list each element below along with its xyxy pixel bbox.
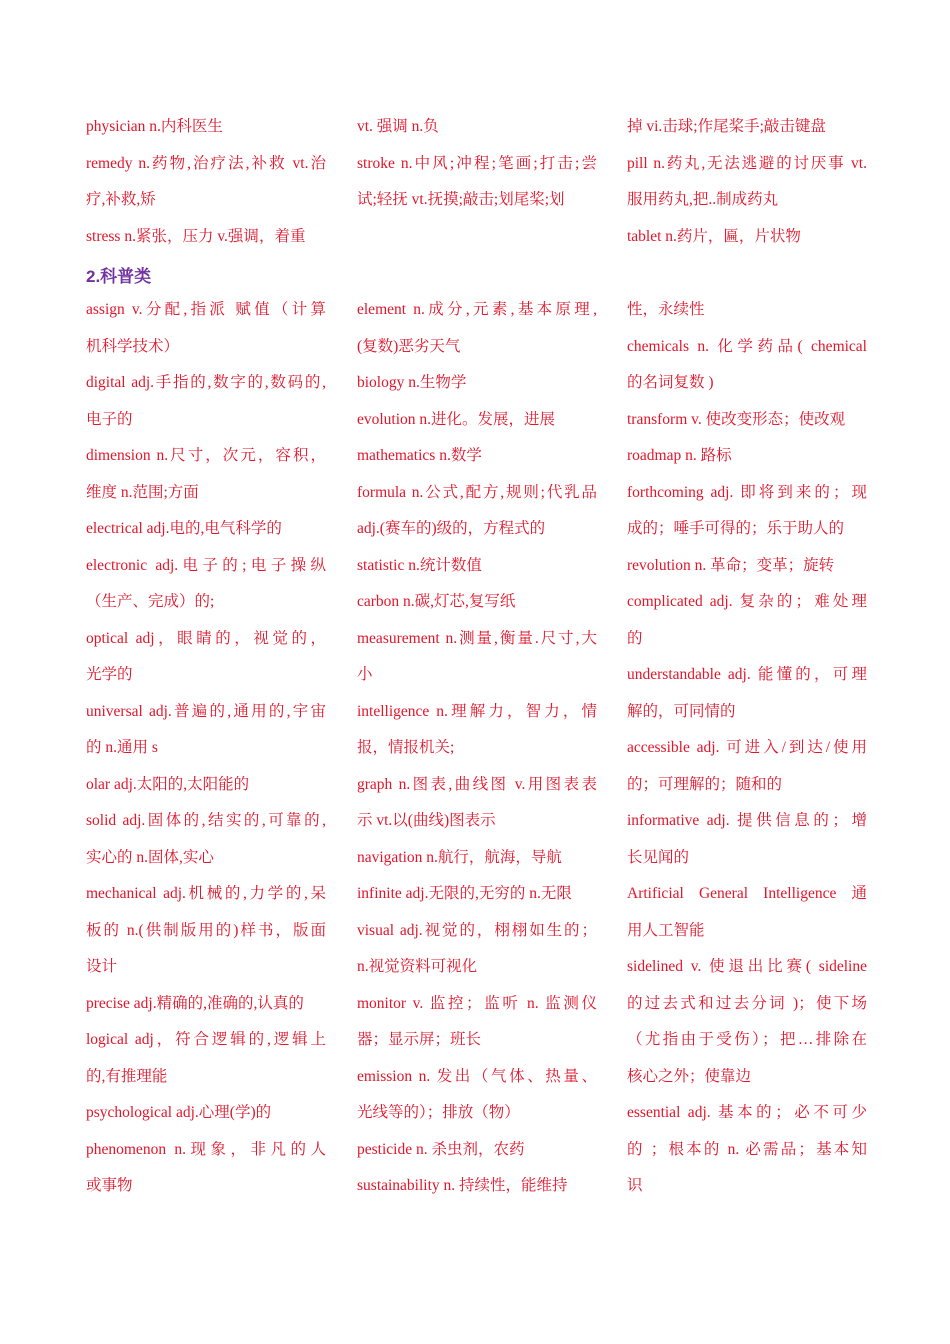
vocab-line: accessible adj. 可进入/到达/使用 — [627, 739, 867, 756]
vocab-line: assign v.分配,指派 赋值（计算 — [86, 301, 326, 318]
vocab-line: 板的 n.(供制版用的)样书，版面 — [86, 921, 326, 939]
vocab-line: biology n.生物学 — [357, 374, 467, 391]
vocab-line: universal adj.普遍的,通用的,宇宙 — [86, 702, 326, 720]
vocab-line: navigation n.航行，航海，导航 — [357, 848, 562, 866]
vocab-line: dimension n.尺寸，次元，容积， — [86, 447, 326, 464]
vocab-line: element n.成分,元素,基本原理, — [357, 301, 597, 318]
vocab-line: solid adj.固体的,结实的,可靠的, — [86, 812, 326, 829]
vocab-line: graph n.图表,曲线图 v.用图表表 — [357, 775, 597, 793]
vocab-line: 的名词复数 ) — [627, 374, 714, 391]
vocab-line: revolution n. 革命；变革；旋转 — [627, 556, 835, 574]
vocab-line: optical adj，眼睛的，视觉的， — [86, 629, 326, 647]
vocab-line: transform v. 使改变形态；使改观 — [627, 410, 846, 428]
vocab-line: 报，情报机关; — [357, 739, 455, 756]
vocab-line: 电子的 — [86, 410, 133, 428]
vocab-line: forthcoming adj. 即将到来的；现 — [627, 483, 867, 501]
vocab-line: sustainability n. 持续性，能维持 — [357, 1177, 568, 1194]
vocab-line: carbon n.碳,灯芯,复写纸 — [357, 593, 516, 610]
vocab-line: psychological adj.心理(学)的 — [86, 1104, 272, 1121]
vocab-line: mechanical adj.机械的,力学的,呆 — [86, 885, 326, 902]
vocab-line: Artificial General Intelligence 通 — [627, 885, 867, 902]
vocab-line: 用人工智能 — [627, 921, 705, 939]
vocab-line: statistic n.统计数值 — [357, 556, 482, 574]
vocab-line: essential adj. 基本的；必不可少 — [627, 1104, 867, 1121]
vocab-line: 的过去式和过去分词 )；使下场 — [627, 994, 867, 1012]
vocab-line: emission n. 发出（气体、热量、 — [357, 1067, 597, 1085]
vocab-line: chemicals n. 化学药品( chemical — [627, 337, 867, 355]
vocab-line: informative adj. 提供信息的；增 — [627, 812, 867, 829]
vocab-line: 的 n.通用 s — [86, 739, 158, 756]
vocab-line: 的 ；根本的 n. 必需品；基本知 — [627, 1140, 867, 1158]
vocab-line: 示 vt.以(曲线)图表示 — [357, 812, 496, 829]
vocab-line: stress n.紧张，压力 v.强调，着重 — [86, 227, 306, 245]
vocab-line: digital adj.手指的,数字的,数码的, — [86, 374, 326, 391]
vocab-line: 长见闻的 — [627, 848, 690, 866]
vocab-line: pesticide n. 杀虫剂，农药 — [357, 1140, 525, 1158]
section-heading: 2.科普类 — [86, 267, 152, 286]
vocab-line: understandable adj. 能懂的，可理 — [627, 666, 867, 683]
vocab-line: complicated adj. 复杂的；难处理 — [627, 593, 867, 610]
vocab-line: 核心之外；使靠边 — [627, 1067, 752, 1085]
vocab-line: precise adj.精确的,准确的,认真的 — [86, 994, 304, 1012]
vocab-line: 服用药丸,把..制成药丸 — [627, 191, 779, 208]
vocab-line: 解的，可同情的 — [627, 702, 736, 720]
vocab-line: 性，永续性 — [627, 301, 705, 318]
vocab-line: 成的；唾手可得的；乐于助人的 — [627, 520, 845, 537]
vocab-line: vt. 强调 n.负 — [357, 118, 439, 135]
vocab-line: electronic adj.电子的;电子操纵 — [86, 556, 326, 574]
vocab-line: sidelined v. 使退出比赛( sideline — [627, 958, 867, 975]
vocab-line: tablet n.药片，匾，片状物 — [627, 227, 801, 245]
vocab-line: 的,有推理能 — [86, 1067, 168, 1085]
vocab-line: evolution n.进化。发展，进展 — [357, 410, 556, 428]
vocab-line: electrical adj.电的,电气科学的 — [86, 520, 282, 537]
vocab-line: 机科学技术） — [86, 337, 180, 355]
vocab-line: remedy n.药物,治疗法,补救 vt.治 — [86, 154, 326, 172]
vocab-line: visual adj.视觉的，栩栩如生的； — [357, 921, 597, 939]
vocab-line: 器；显示屏；班长 — [357, 1031, 482, 1048]
vocab-line: stroke n.中风;冲程;笔画;打击;尝 — [357, 154, 597, 172]
vocab-line: mathematics n.数学 — [357, 447, 482, 464]
vocab-line: monitor v. 监控；监听 n. 监测仪 — [357, 994, 597, 1012]
vocab-line: 识 — [627, 1177, 643, 1194]
vocab-line: intelligence n.理解力，智力，情 — [357, 702, 597, 720]
vocab-line: 的；可理解的；随和的 — [627, 775, 783, 793]
vocab-line: pill n.药丸,无法逃避的讨厌事 vt. — [627, 154, 867, 172]
vocab-line: n.视觉资料可视化 — [357, 958, 478, 975]
vocab-line: 维度 n.范围;方面 — [86, 483, 199, 501]
vocab-line: （生产、完成）的; — [86, 593, 215, 610]
vocab-line: roadmap n. 路标 — [627, 447, 732, 464]
vocab-line: olar adj.太阳的,太阳能的 — [86, 775, 250, 793]
vocab-line: 掉 vi.击球;作尾桨手;敲击键盘 — [627, 118, 826, 135]
vocab-line: infinite adj.无限的,无穷的 n.无限 — [357, 885, 572, 902]
vocab-line: 的 — [627, 629, 643, 647]
vocab-line: logical adj，符合逻辑的,逻辑上 — [86, 1031, 326, 1048]
vocab-line: measurement n.测量,衡量.尺寸,大 — [357, 629, 597, 647]
vocab-line: 小 — [357, 666, 373, 683]
vocab-line: 光学的 — [86, 666, 133, 683]
vocab-line: formula n.公式,配方,规则;代乳品 — [357, 483, 597, 501]
vocab-line: 试;轻抚 vt.抚摸;敲击;划尾桨;划 — [357, 191, 565, 208]
vocab-line: adj.(赛车的)级的，方程式的 — [357, 520, 546, 537]
vocab-line: 疗,补救,矫 — [86, 191, 156, 208]
vocab-line: （尤指由于受伤）；把…排除在 — [627, 1031, 867, 1048]
vocab-line: 设计 — [86, 958, 118, 975]
vocab-line: (复数)恶劣天气 — [357, 337, 461, 355]
vocab-line: 光线等的）；排放（物） — [357, 1104, 520, 1121]
vocab-line: phenomenon n.现象，非凡的人 — [86, 1140, 326, 1158]
vocab-line: physician n.内科医生 — [86, 118, 223, 135]
vocab-line: 或事物 — [86, 1177, 133, 1194]
vocab-line: 实心的 n.固体,实心 — [86, 848, 214, 866]
